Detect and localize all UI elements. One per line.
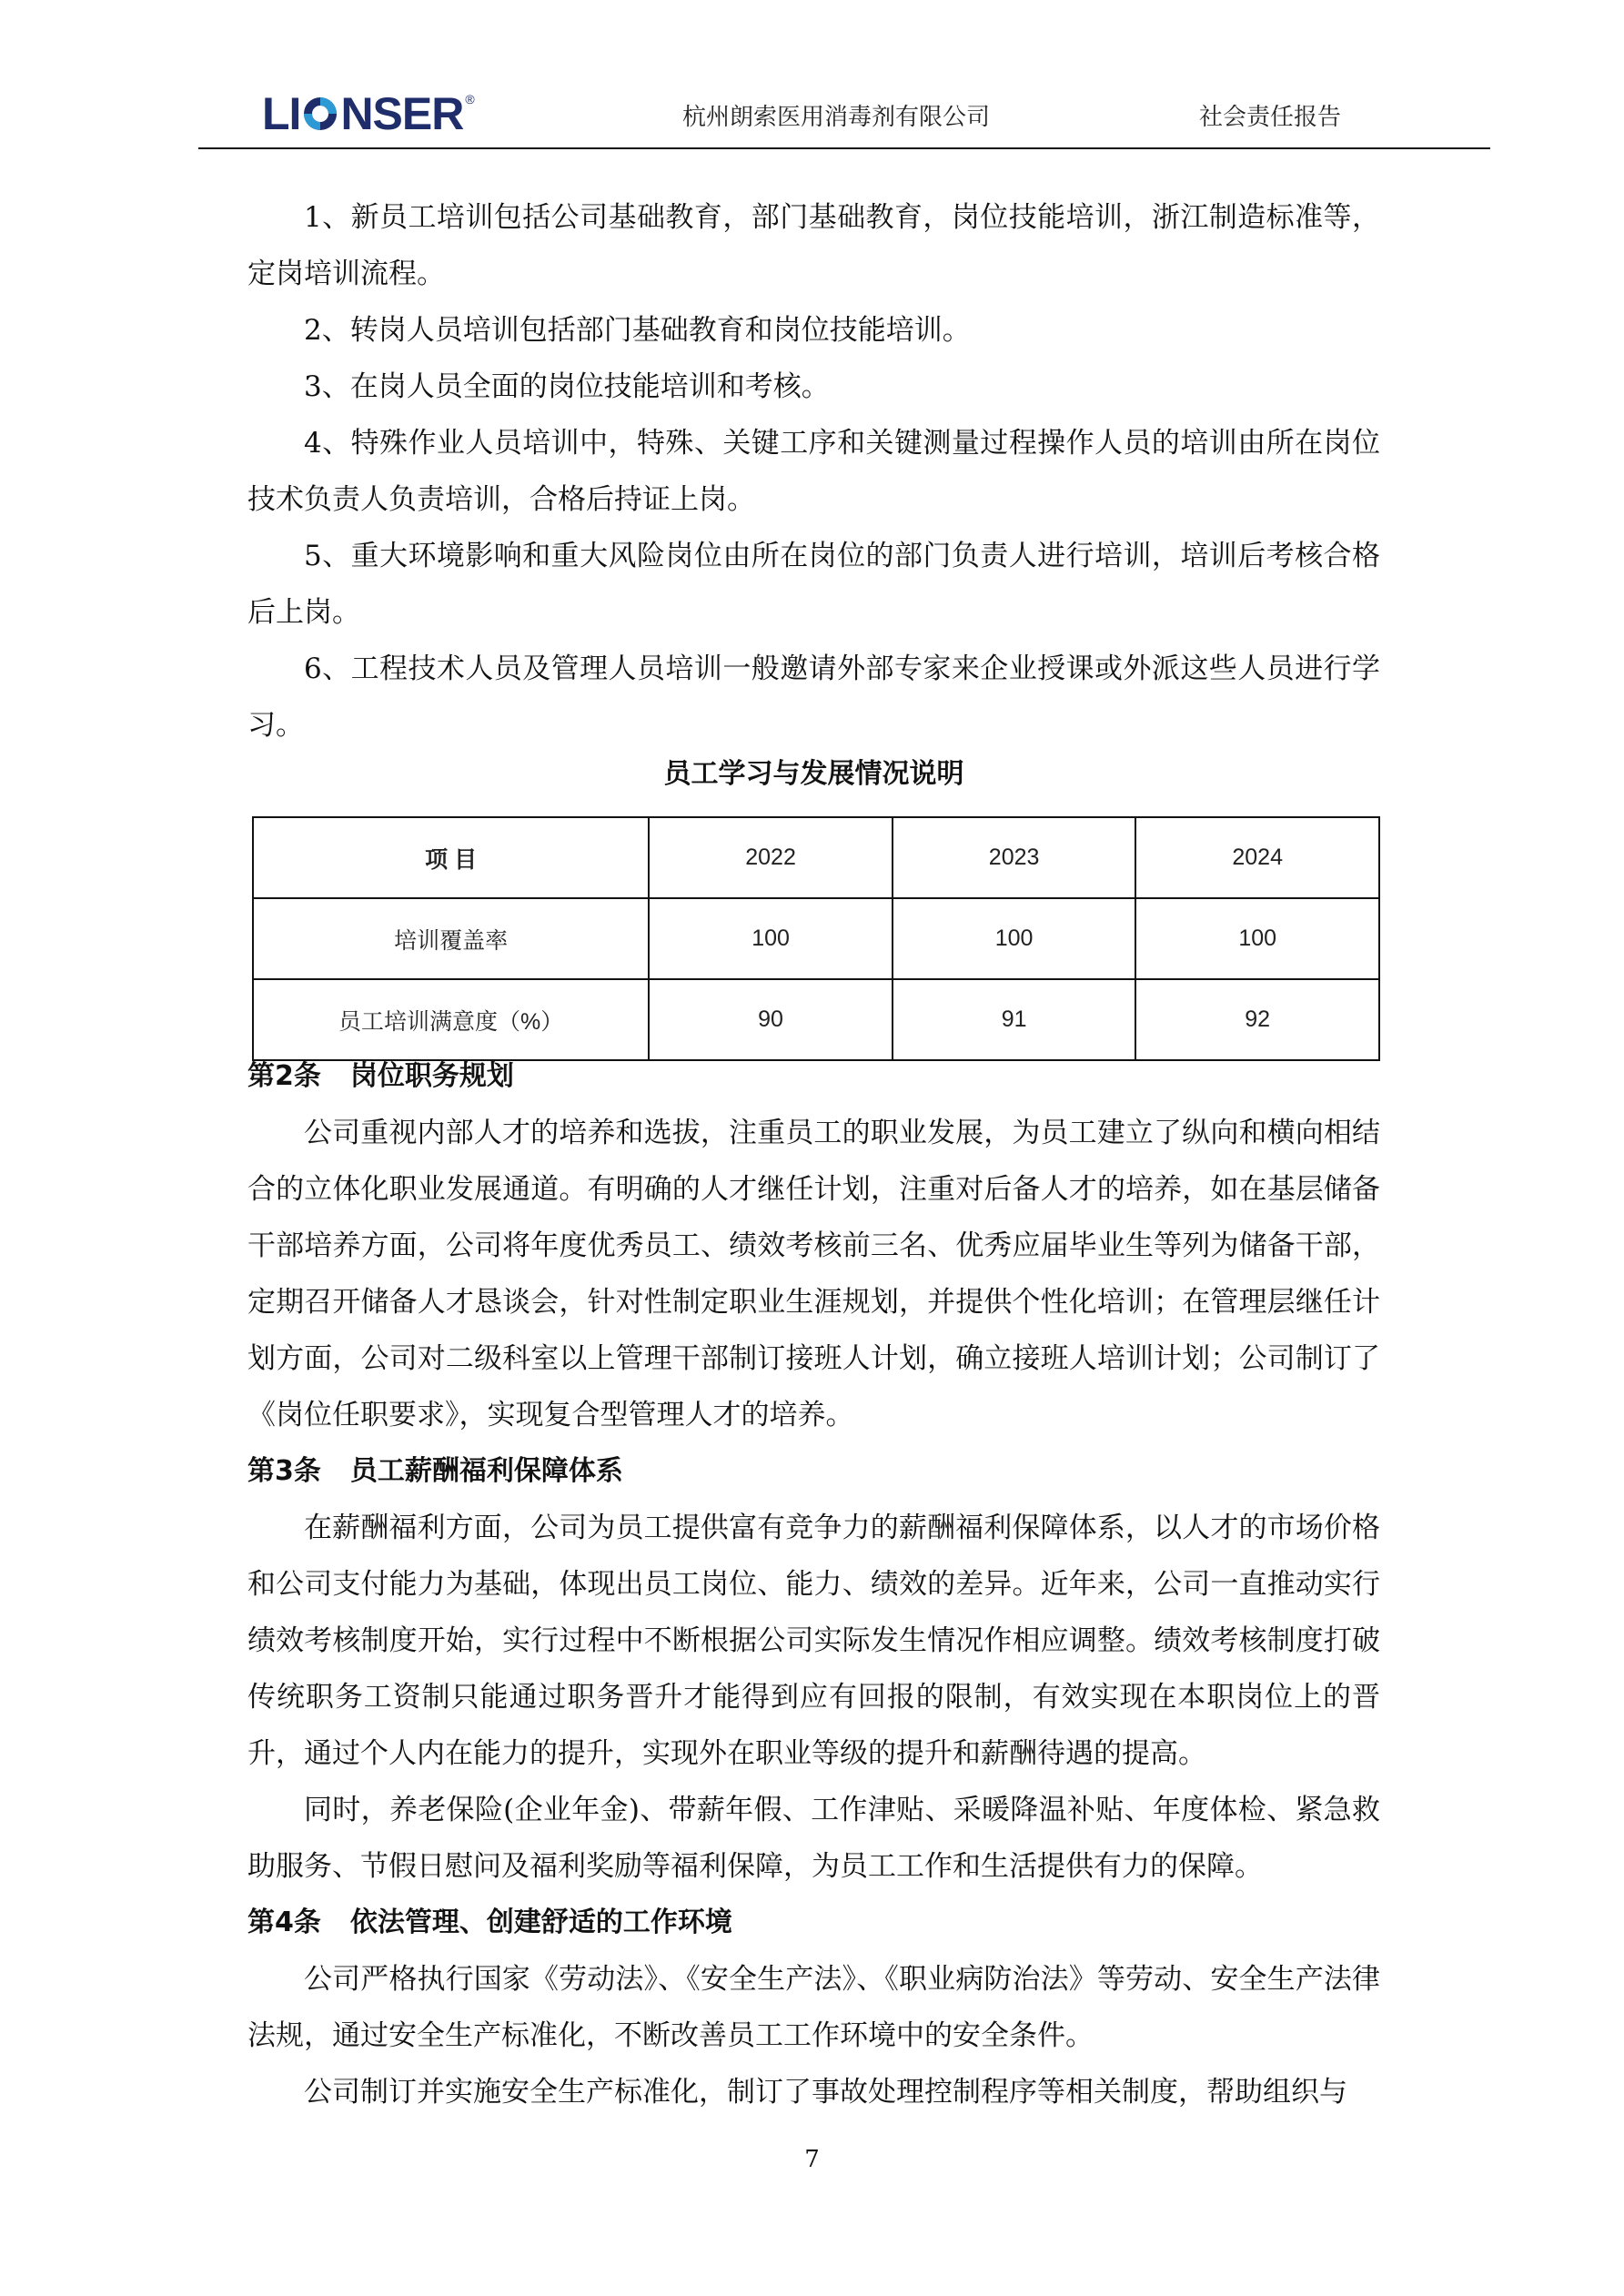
table-cell: 员工培训满意度（%） <box>253 979 649 1060</box>
table-header-row <box>253 817 1379 898</box>
training-item: 5、重大环境影响和重大风险岗位由所在岗位的部门负责人进行培训，培训后考核合格后上岗。 <box>247 540 1380 629</box>
training-list <box>247 189 1380 754</box>
section-2 <box>247 1048 1380 1443</box>
section-paragraph: 在薪酬福利方面，公司为员工提供富有竞争力的薪酬福利保障体系，以人才的市场价格和公司支付能力为基础，体现出员工岗位、能力、绩效的差异。近年来，公司一直推动实行绩效考核制度开始，实行过程中不断根据公司实际发生情况作相应调整。绩效考核制度打破传统职务工资制只能通过职务晋升才能得到应有回报的限制，有效实现在本职岗位上的晋升，通过个人内在能力的提升，实现外在职业等级的提升和薪酬待遇的提高。 <box>247 1512 1380 1770</box>
training-table <box>252 816 1380 1061</box>
section-number: 第2条 <box>247 1060 321 1092</box>
table-cell: 92 <box>1135 979 1379 1060</box>
training-item: 3、在岗人员全面的岗位技能培训和考核。 <box>304 370 830 403</box>
table-cell: 100 <box>649 898 893 979</box>
section-4 <box>247 1895 1380 2120</box>
table-cell: 培训覆盖率 <box>253 898 649 979</box>
table-cell: 100 <box>893 898 1136 979</box>
section-paragraph: 公司重视内部人才的培养和选拔，注重员工的职业发展，为员工建立了纵向和横向相结合的立体化职业发展通道。有明确的人才继任计划，注重对后备人才的培养，如在基层储备干部培养方面，公司将年度优秀员工、绩效考核前三名、优秀应届毕业生等列为储备干部，定期召开储备人才恳谈会，针对性制定职业生涯规划，并提供个性化培训；在管理层继任计划方面，公司对二级科室以上管理干部制订接班人计划，确立接班人培训计划；公司制订了《岗位任职要求》，实现复合型管理人才的培养。 <box>247 1117 1380 1431</box>
table-caption: 员工学习与发展情况说明 <box>663 758 964 790</box>
section-paragraph: 公司制订并实施安全生产标准化，制订了事故处理控制程序等相关制度，帮助组织与 <box>304 2076 1347 2109</box>
training-item: 4、特殊作业人员培训中，特殊、关键工序和关键测量过程操作人员的培训由所在岗位技术负责人负责培训，合格后持证上岗。 <box>247 427 1380 516</box>
section-title: 员工薪酬福利保障体系 <box>349 1455 623 1487</box>
registered-mark: ® <box>465 92 474 106</box>
header-divider <box>198 147 1490 149</box>
table-header-cell: 项 目 <box>253 817 649 898</box>
page-header <box>198 87 1490 151</box>
company-logo <box>262 88 474 139</box>
section-heading <box>247 1443 1380 1500</box>
section-number: 第3条 <box>247 1455 321 1487</box>
table-cell: 90 <box>649 979 893 1060</box>
section-paragraph: 公司严格执行国家《劳动法》、《安全生产法》、《职业病防治法》等劳动、安全生产法律法规，通过安全生产标准化，不断改善员工工作环境中的安全条件。 <box>247 1963 1380 2052</box>
training-item: 2、转岗人员培训包括部门基础教育和岗位技能培训。 <box>304 314 971 347</box>
section-number: 第4条 <box>247 1907 321 1938</box>
page-number: 7 <box>804 2146 820 2173</box>
training-item: 6、工程技术人员及管理人员培训一般邀请外部专家来企业授课或外派这些人员进行学习。 <box>247 652 1380 742</box>
section-title: 依法管理、创建舒适的工作环境 <box>349 1907 732 1938</box>
report-title: 社会责任报告 <box>1199 104 1342 131</box>
section-paragraph: 同时，养老保险(企业年金)、带薪年假、工作津贴、采暖降温补贴、年度体检、紧急救助服务、节假日慰问及福利奖励等福利保障，为员工工作和生活提供有力的保障。 <box>247 1794 1380 1883</box>
section-title: 岗位职务规划 <box>349 1060 514 1092</box>
section-heading <box>247 1895 1380 1951</box>
table-header-cell: 2022 <box>649 817 893 898</box>
table-header-cell: 2023 <box>893 817 1136 898</box>
table-row <box>253 898 1379 979</box>
globe-icon <box>302 96 338 132</box>
section-3 <box>247 1443 1380 1895</box>
company-name: 杭州朗索医用消毒剂有限公司 <box>682 104 991 131</box>
table-header-cell: 2024 <box>1135 817 1379 898</box>
logo-text-right: NSER <box>340 88 464 139</box>
section-heading <box>247 1048 1380 1105</box>
table-cell: 91 <box>893 979 1136 1060</box>
training-item: 1、新员工培训包括公司基础教育，部门基础教育，岗位技能培训，浙江制造标准等，定岗培训流程。 <box>247 201 1380 290</box>
table-cell: 100 <box>1135 898 1379 979</box>
logo-text-left: LI <box>262 88 301 139</box>
